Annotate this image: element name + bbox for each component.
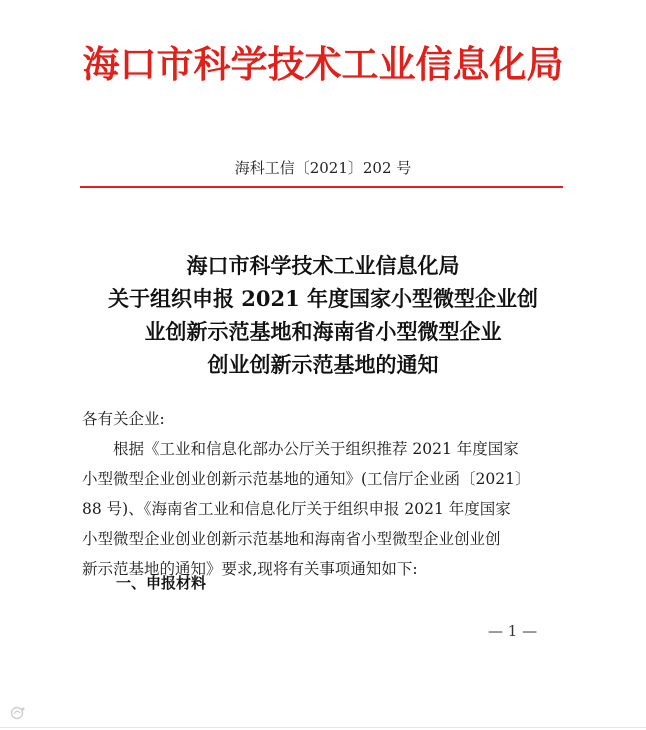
notice-body (82, 404, 572, 584)
notice-title (60, 249, 586, 381)
watermark (10, 706, 26, 720)
letterhead-title: 海口市科学技术工业信息化局 (82, 42, 564, 86)
body-line: 根据《工业和信息化部办公厅关于组织推荐 2021 年度国家 (113, 440, 519, 458)
red-divider-line (80, 186, 563, 188)
section-heading: 一、申报材料 (116, 574, 207, 592)
salutation: 各有关企业: (82, 410, 165, 428)
body-line: 新示范基地的通知》要求,现将有关事项通知如下: (82, 560, 418, 578)
title-line: 业创新示范基地和海南省小型微型企业 (144, 319, 502, 344)
body-line: 小型微型企业创业创新示范基地和海南省小型微型企业创业创 (82, 530, 501, 548)
title-line: 关于组织申报 2021 年度国家小型微型企业创 (107, 286, 539, 311)
bottom-border (0, 727, 646, 728)
page-number: — 1 — (488, 622, 538, 640)
title-line: 创业创新示范基地的通知 (207, 352, 439, 377)
body-line: 88 号)、《海南省工业和信息化厅关于组织申报 2021 年度国家 (82, 500, 511, 518)
document-number: 海科工信〔2021〕202 号 (234, 159, 412, 177)
body-line: 小型微型企业创业创新示范基地的通知》(工信厅企业函〔2021〕 (82, 470, 531, 488)
title-line: 海口市科学技术工业信息化局 (186, 253, 460, 278)
watermark-logo-icon (10, 706, 26, 720)
body-paragraph (82, 434, 572, 584)
